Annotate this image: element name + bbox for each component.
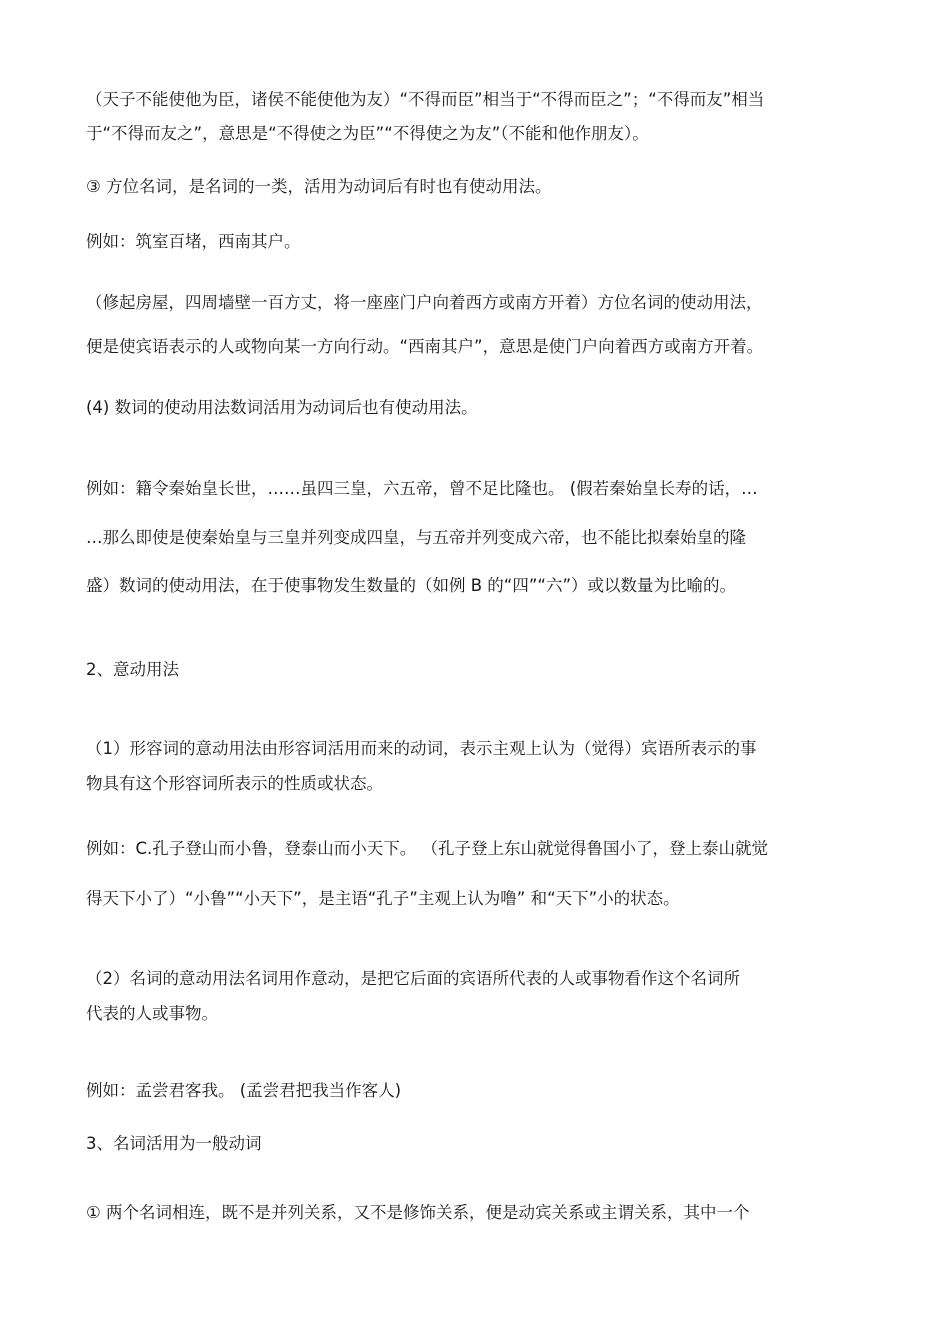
paragraph-line: 物具有这个形容词所表示的性质或状态。 (86, 774, 383, 793)
paragraph-line: …那么即使是使秦始皇与三皇并列变成四皇，与五帝并列变成六帝，也不能比拟秦始皇的隆 (86, 528, 746, 547)
paragraph-line: ③ 方位名词，是名词的一类，活用为动词后有时也有使动用法。 (86, 177, 552, 196)
paragraph-line: （1）形容词的意动用法由形容词活用而来的动词，表示主观上认为（觉得）宾语所表示的事 (86, 739, 757, 758)
paragraph-line: 代表的人或事物。 (86, 1004, 218, 1023)
paragraph-line: 盛）数词的使动用法，在于使事物发生数量的（如例 B 的“四”“六”）或以数量为比喻的。 (86, 576, 737, 595)
paragraph-line: 便是使宾语表示的人或物向某一方向行动。“西南其户”，意思是使门户向着西方或南方开着。 (86, 337, 764, 356)
paragraph-line: 例如：筑室百堵，西南其户。 (86, 232, 301, 251)
paragraph-line: 例如：孟尝君客我。 (孟尝君把我当作客人) (86, 1081, 402, 1100)
paragraph-line: （天子不能使他为臣，诸侯不能使他为友）“不得而臣”相当于“不得而臣之”；“不得而友”相当 (86, 90, 765, 109)
paragraph-line: ① 两个名词相连，既不是并列关系，又不是修饰关系，便是动宾关系或主谓关系，其中一个 (86, 1203, 750, 1222)
section-heading: 3、名词活用为一般动词 (86, 1134, 262, 1153)
paragraph-line: （2）名词的意动用法名词用作意动，是把它后面的宾语所代表的人或事物看作这个名词所 (86, 969, 740, 988)
section-heading: 2、意动用法 (86, 660, 179, 679)
paragraph-line: （修起房屋，四周墙壁一百方丈，将一座座门户向着西方或南方开着）方位名词的使动用法， (86, 293, 763, 312)
paragraph-line: 得天下小了）“小鲁”“小天下”，是主语“孔子”主观上认为噜” 和“天下”小的状态。 (86, 889, 680, 908)
paragraph-line: 例如：C.孔子登山而小鲁，登泰山而小天下。 （孔子登上东山就觉得鲁国小了，登上泰山就觉 (86, 839, 769, 858)
paragraph-line: (4) 数词的使动用法数词活用为动词后也有使动用法。 (86, 398, 478, 417)
paragraph-line: 例如：籍令秦始皇长世，……虽四三皇，六五帝，曾不足比隆也。 (假若秦始皇长寿的话，… (86, 479, 758, 498)
paragraph-line: 于“不得而友之”，意思是“不得使之为臣”“不得使之为友”（不能和他作朋友）。 (86, 124, 649, 143)
